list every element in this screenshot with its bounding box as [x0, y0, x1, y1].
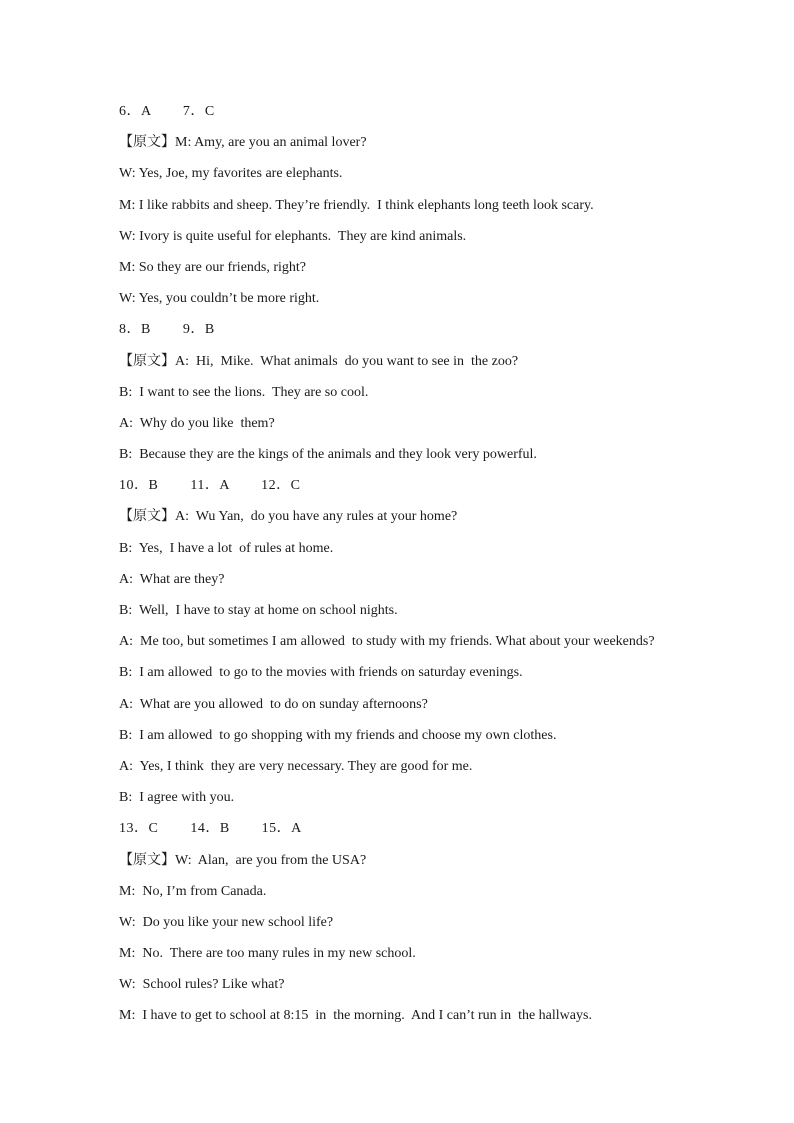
dialogue-line: B: Yes, I have a lot of rules at home.	[119, 540, 334, 556]
dialogue-line: W: Yes, Joe, my favorites are elephants.	[119, 166, 343, 182]
answer-key-line: 8．B 9．B	[119, 322, 215, 338]
dialogue-line: M: I like rabbits and sheep. They’re friendly. I think elephants long teeth look scary.	[119, 197, 594, 213]
dialogue-line: B: I am allowed to go to the movies with friends on saturday evenings.	[119, 665, 523, 681]
transcript-body	[119, 102, 739, 1038]
dialogue-line: W: Ivory is quite useful for elephants. They are kind animals.	[119, 228, 467, 244]
dialogue-line: M: No. There are too many rules in my new school.	[119, 946, 416, 962]
dialogue-line: A: Me too, but sometimes I am allowed to study with my friends. What about your weekends?	[119, 634, 655, 650]
dialogue-line: B: Because they are the kings of the animals and they look very powerful.	[119, 447, 537, 463]
dialogue-line: A: Why do you like them?	[119, 415, 275, 431]
dialogue-line: W: School rules? Like what?	[119, 977, 285, 993]
dialogue-line: W: Do you like your new school life?	[119, 914, 334, 930]
dialogue-line: M: I have to get to school at 8:15 in the morning. And I can’t run in the hallways.	[119, 1008, 592, 1024]
dialogue-line: M: So they are our friends, right?	[119, 259, 307, 275]
answer-key-line: 10．B 11．A 12．C	[119, 478, 301, 494]
dialogue-line: 【原文】M: Amy, are you an animal lover?	[119, 135, 367, 151]
dialogue-line: B: Well, I have to stay at home on school nights.	[119, 603, 398, 618]
dialogue-line: A: What are they?	[119, 571, 225, 587]
dialogue-line: A: What are you allowed to do on sunday afternoons?	[119, 696, 428, 712]
answer-key-line: 6．A 7．C	[119, 104, 215, 119]
dialogue-line: W: Yes, you couldn’t be more right.	[119, 291, 320, 307]
dialogue-line: 【原文】W: Alan, are you from the USA?	[119, 852, 367, 868]
dialogue-line: B: I am allowed to go shopping with my friends and choose my own clothes.	[119, 727, 557, 743]
dialogue-line: B: I want to see the lions. They are so cool.	[119, 384, 369, 400]
dialogue-line: B: I agree with you.	[119, 790, 235, 806]
dialogue-line: 【原文】A: Wu Yan, do you have any rules at your home?	[119, 509, 458, 525]
answer-key-line: 13．C 14．B 15．A	[119, 821, 302, 837]
dialogue-line: A: Yes, I think they are very necessary. They are good for me.	[119, 758, 473, 774]
dialogue-line: M: No, I’m from Canada.	[119, 883, 267, 899]
dialogue-line: 【原文】A: Hi, Mike. What animals do you want to see in the zoo?	[119, 353, 519, 369]
